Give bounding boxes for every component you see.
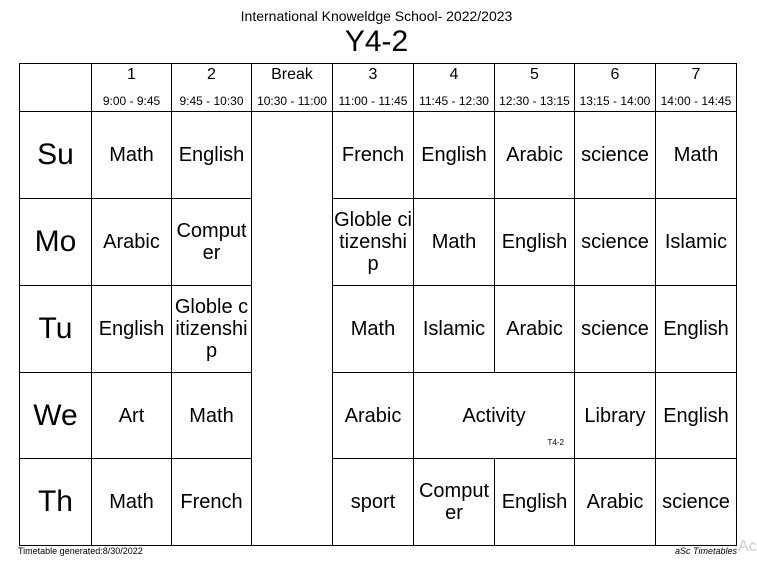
lesson-cell — [574, 372, 656, 459]
period-header — [574, 63, 656, 112]
period-label: 4 — [449, 66, 459, 83]
period-time: 9:00 - 9:45 — [102, 94, 161, 108]
lesson-cell — [413, 198, 495, 286]
lesson-subject: Arabic — [586, 491, 644, 513]
lesson-cell — [171, 198, 252, 286]
lesson-cell — [91, 285, 172, 373]
period-time: 11:00 - 11:45 — [338, 94, 408, 108]
day-label: Tu — [19, 285, 92, 373]
lesson-cell — [332, 198, 414, 286]
lesson-cell — [91, 372, 172, 459]
period-header — [171, 63, 252, 112]
activity-room: T4-2 — [547, 438, 564, 447]
lesson-subject: English — [178, 144, 245, 166]
lesson-cell — [171, 372, 252, 459]
lesson-cell — [574, 458, 656, 546]
lesson-subject: English — [663, 318, 729, 340]
lesson-subject: Islamic — [664, 231, 728, 253]
lesson-subject: Math — [189, 404, 234, 427]
period-header — [655, 63, 737, 112]
lesson-subject: Globle citizenship — [174, 296, 249, 362]
period-time: 10:30 - 11:00 — [257, 94, 327, 108]
lesson-subject: science — [581, 144, 649, 166]
lesson-cell — [171, 458, 252, 546]
lesson-cell — [655, 198, 737, 286]
period-time: 9:45 - 10:30 — [179, 94, 244, 108]
lesson-cell — [413, 458, 495, 546]
lesson-cell — [91, 198, 172, 286]
lesson-subject: Library — [584, 404, 646, 427]
period-header — [494, 63, 575, 112]
period-label: 3 — [368, 66, 378, 83]
lesson-cell — [332, 458, 414, 546]
lesson-subject: Math — [673, 144, 719, 166]
lesson-subject: Math — [431, 231, 477, 253]
lesson-subject: French — [341, 144, 405, 166]
lesson-subject: English — [98, 318, 165, 340]
period-label: Break — [271, 66, 313, 83]
lesson-subject: Math — [350, 318, 396, 340]
lesson-cell — [574, 111, 656, 199]
period-header — [413, 63, 495, 112]
lesson-cell — [494, 111, 575, 199]
period-label: 6 — [610, 66, 620, 83]
lesson-subject: English — [501, 491, 568, 513]
class-title: Y4-2 — [344, 25, 409, 58]
lesson-cell — [332, 372, 414, 459]
lesson-cell — [91, 111, 172, 199]
lesson-cell — [655, 458, 737, 546]
lesson-cell — [655, 285, 737, 373]
lesson-subject: Arabic — [344, 404, 402, 427]
lesson-subject: science — [581, 318, 649, 340]
lesson-cell — [332, 285, 414, 373]
lesson-subject: Activity — [462, 404, 526, 427]
lesson-cell — [574, 198, 656, 286]
period-label: 2 — [207, 66, 216, 83]
period-label: 7 — [691, 66, 701, 83]
lesson-subject: English — [501, 231, 568, 253]
day-label: Th — [19, 458, 92, 546]
period-time: 12:30 - 13:15 — [499, 94, 570, 108]
lesson-cell — [91, 458, 172, 546]
brand-label: aSc Timetables — [675, 546, 737, 556]
lesson-subject: sport — [350, 491, 396, 513]
watermark: Ac — [738, 538, 757, 555]
lesson-cell — [413, 285, 495, 373]
lesson-subject: Arabic — [506, 144, 563, 166]
period-header — [91, 63, 172, 112]
lesson-subject: Arabic — [103, 231, 160, 253]
period-time: 11:45 - 12:30 — [419, 94, 489, 108]
lesson-subject: Globle citizenship — [334, 209, 412, 275]
lesson-cell — [655, 372, 737, 459]
corner-cell — [19, 63, 92, 112]
period-time: 14:00 - 14:45 — [660, 94, 732, 108]
lesson-cell — [494, 198, 575, 286]
day-label: Mo — [19, 198, 92, 286]
lesson-cell — [413, 111, 495, 199]
period-header — [251, 63, 333, 112]
lesson-subject: Computer — [176, 220, 247, 264]
lesson-subject: science — [662, 491, 730, 513]
lesson-cell — [413, 372, 575, 459]
lesson-subject: Computer — [418, 480, 490, 524]
period-header — [332, 63, 414, 112]
lesson-cell — [494, 458, 575, 546]
lesson-subject: Math — [109, 144, 154, 166]
lesson-subject: Arabic — [506, 318, 563, 340]
lesson-subject: English — [663, 404, 729, 427]
lesson-subject: Math — [109, 491, 154, 513]
lesson-subject: Art — [118, 404, 145, 427]
period-label: 5 — [530, 66, 539, 83]
school-title: International Knoweldge School- 2022/2023 — [240, 8, 513, 24]
lesson-subject: science — [581, 231, 649, 253]
generated-date: Timetable generated:8/30/2022 — [18, 546, 143, 556]
lesson-cell — [494, 285, 575, 373]
break-column — [251, 111, 333, 546]
lesson-cell — [171, 111, 252, 199]
lesson-subject: Islamic — [422, 318, 486, 340]
day-label: We — [19, 372, 92, 459]
lesson-subject: English — [421, 144, 487, 166]
period-time: 13:15 - 14:00 — [579, 94, 651, 108]
lesson-subject: French — [180, 491, 243, 513]
lesson-cell — [655, 111, 737, 199]
lesson-cell — [171, 285, 252, 373]
day-label: Su — [19, 111, 92, 199]
lesson-cell — [574, 285, 656, 373]
period-label: 1 — [127, 66, 136, 83]
lesson-cell — [332, 111, 414, 199]
